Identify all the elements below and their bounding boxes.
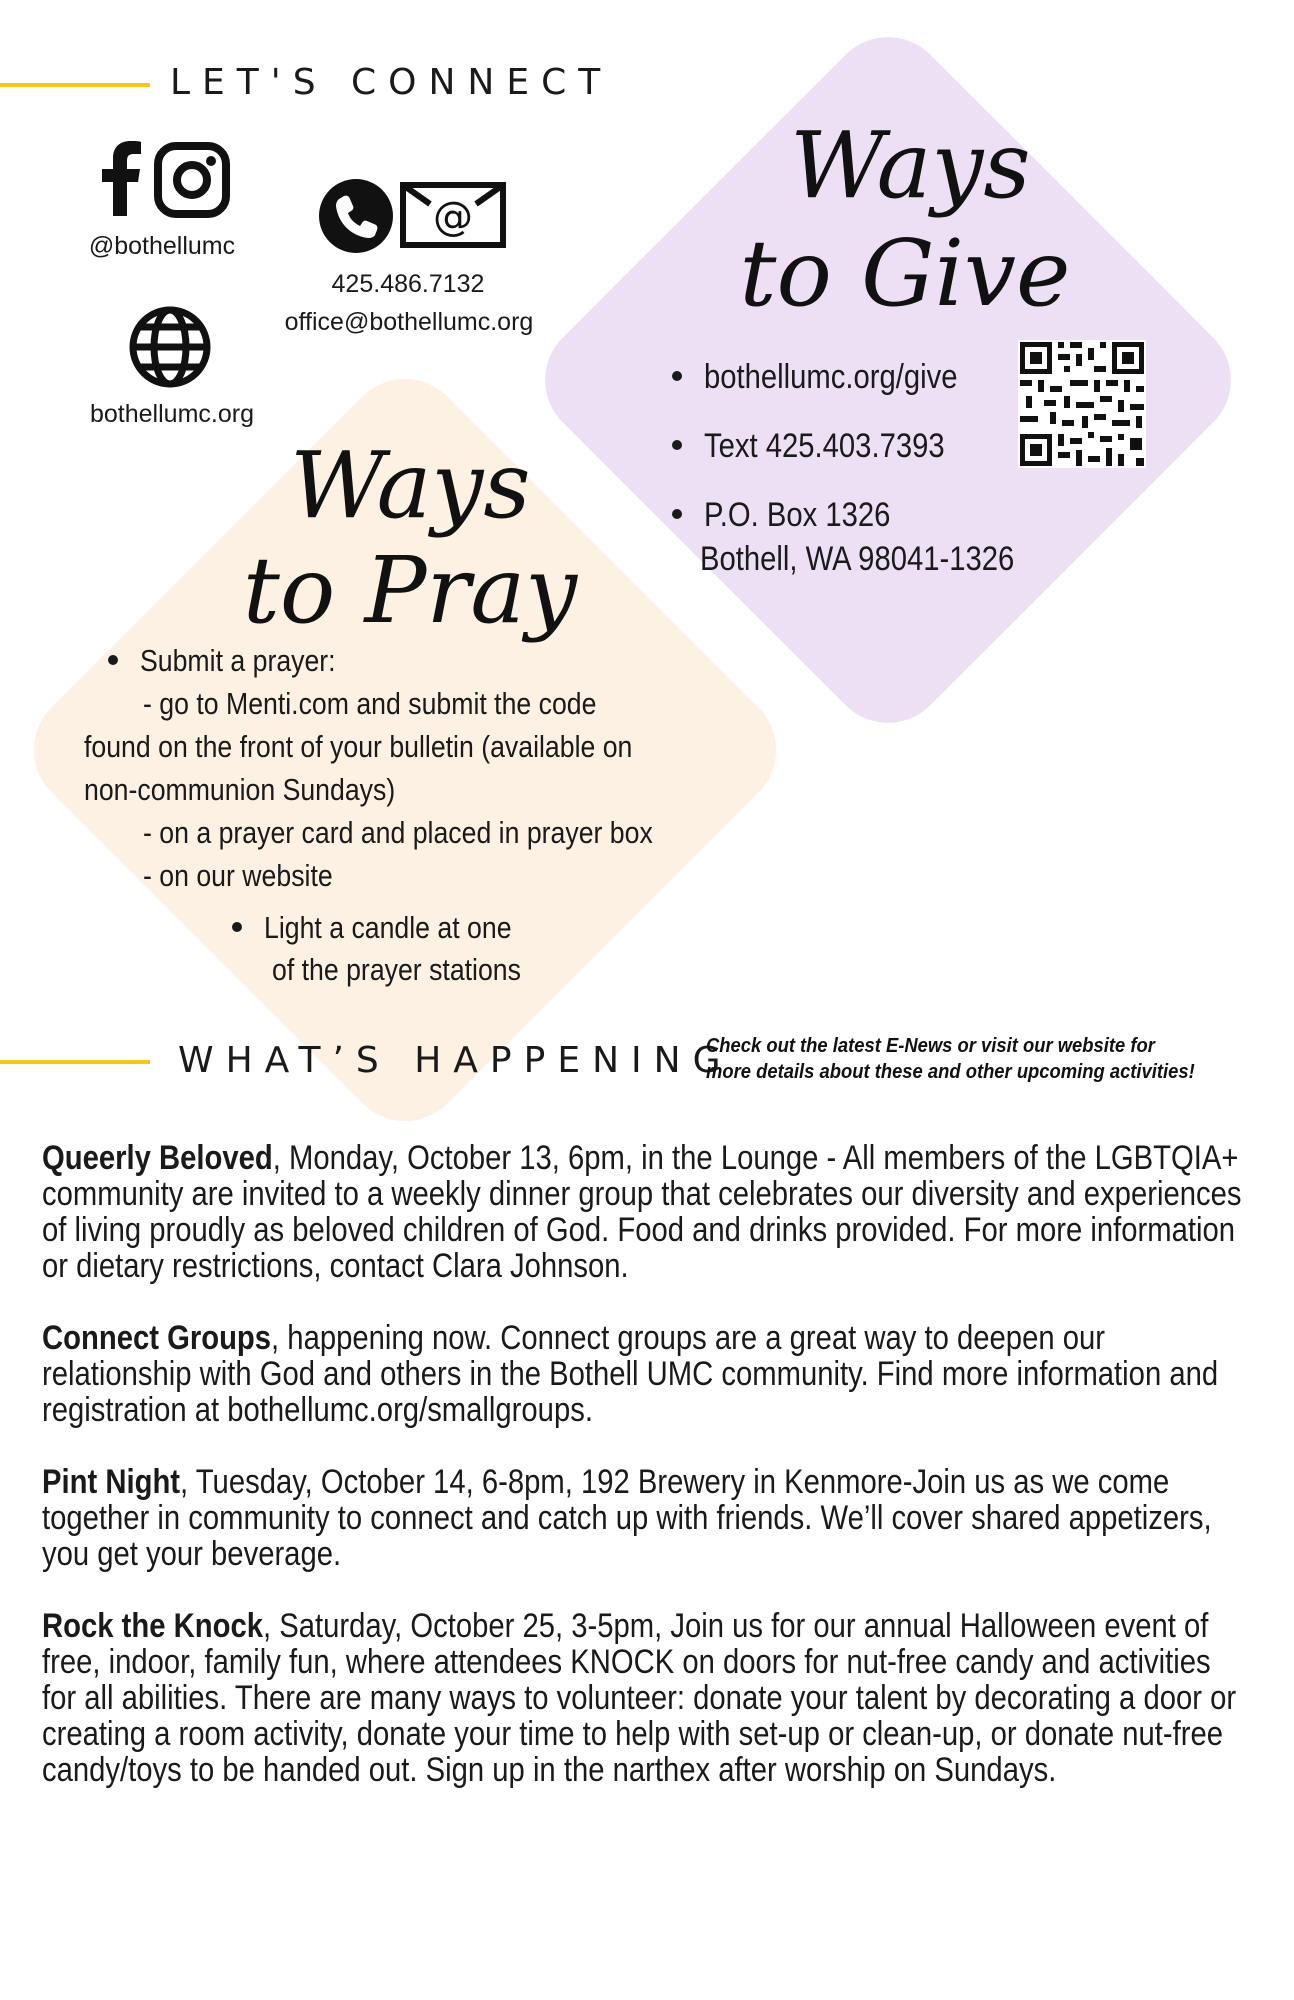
connect-title: LET'S CONNECT [170, 62, 613, 103]
pray-line-card: - on a prayer card and placed in prayer box [143, 815, 653, 850]
give-item-text: Text 425.403.7393 [672, 427, 984, 466]
connect-rule [0, 83, 150, 87]
give-title-line1: Ways [790, 112, 1031, 219]
event-description: , Tuesday, October 14, 6-8pm, 192 Brewery in Kenmore-Join us as we come together in community to connect and catch up with friends. We’ll cover shared appetizers, you get your beverage. [42, 1463, 1212, 1573]
svg-text:@: @ [433, 194, 473, 240]
pray-line-noncommunion: non-communion Sundays) [84, 772, 396, 807]
event-title: Pint Night [42, 1463, 181, 1501]
phone-icon[interactable] [318, 178, 394, 254]
happening-rule [0, 1060, 150, 1064]
email-address[interactable]: office@bothellumc.org [284, 308, 534, 336]
event-item [42, 1464, 1246, 1572]
pray-title-line1: Ways [290, 432, 531, 539]
give-title-line2: to Give [739, 220, 1071, 327]
give-item-website[interactable]: bothellumc.org/give [672, 358, 999, 397]
pray-title-line2: to Pray [242, 537, 578, 644]
event-description: , happening now. Connect groups are a great way to deepen our relationship with God and others in the Bothell UMC community. Find more information and registration at bothellumc.org/smallgroups. [42, 1319, 1219, 1429]
pray-line-website: - on our website [143, 858, 333, 893]
events-list [42, 1140, 1262, 1824]
social-handle[interactable]: @bothellumc [88, 232, 236, 260]
pray-item-candle-line2: of the prayer stations [272, 952, 521, 987]
globe-icon[interactable] [128, 305, 212, 389]
happening-note [706, 1033, 1221, 1085]
event-item [42, 1608, 1246, 1788]
happening-title: WHAT’S HAPPENING [178, 1040, 733, 1081]
bullet-icon [108, 655, 118, 665]
give-item-mail: P.O. Box 1326 [672, 496, 921, 535]
pray-line-found: found on the front of your bulletin (available on [84, 729, 633, 764]
facebook-icon[interactable] [100, 140, 142, 216]
event-item [42, 1140, 1246, 1284]
event-title: Rock the Knock [42, 1607, 263, 1645]
event-title: Connect Groups [42, 1319, 272, 1357]
website-link[interactable]: bothellumc.org [90, 400, 254, 428]
event-title: Queerly Beloved [42, 1139, 273, 1177]
event-item [42, 1320, 1246, 1428]
pray-item-candle: Light a candle at one [232, 910, 552, 946]
happening-note-line2: more details about these and other upcoming activities! [706, 1061, 1195, 1083]
pray-line-menti: - go to Menti.com and submit the code [143, 686, 597, 721]
phone-number[interactable]: 425.486.7132 [331, 270, 485, 298]
bullet-icon [672, 440, 682, 450]
qr-code[interactable] [1018, 340, 1146, 468]
bullet-icon [672, 371, 682, 381]
event-description: , Monday, October 13, 6pm, in the Lounge - All members of the LGBTQIA+ community are invited to a weekly dinner group that celebrates our diversity and experiences of living proudly as beloved children of God. Food and drinks provided. For more information or dietary restrictions, contact Clara Johnson. [42, 1139, 1242, 1285]
pray-item-submit: Submit a prayer: [108, 643, 367, 679]
happening-note-line1: Check out the latest E-News or visit our website for [706, 1035, 1155, 1057]
event-description: , Saturday, October 25, 3-5pm, Join us for our annual Halloween event of free, indoor, family fun, where attendees KNOCK on doors for nut-free candy and activities for all abilities. There are many ways to volunteer: donate your talent by decorating a door or creating a room activity, donate your time to help with set-up or clean-up, or donate nut-free candy/toys to be handed out. Sign up in the narthex after worship on Sundays. [42, 1607, 1237, 1789]
give-address-line2: Bothell, WA 98041-1326 [700, 540, 1015, 578]
bullet-icon [232, 922, 242, 932]
instagram-icon[interactable] [154, 142, 230, 218]
bullet-icon [672, 509, 682, 519]
email-icon[interactable] [400, 182, 506, 248]
